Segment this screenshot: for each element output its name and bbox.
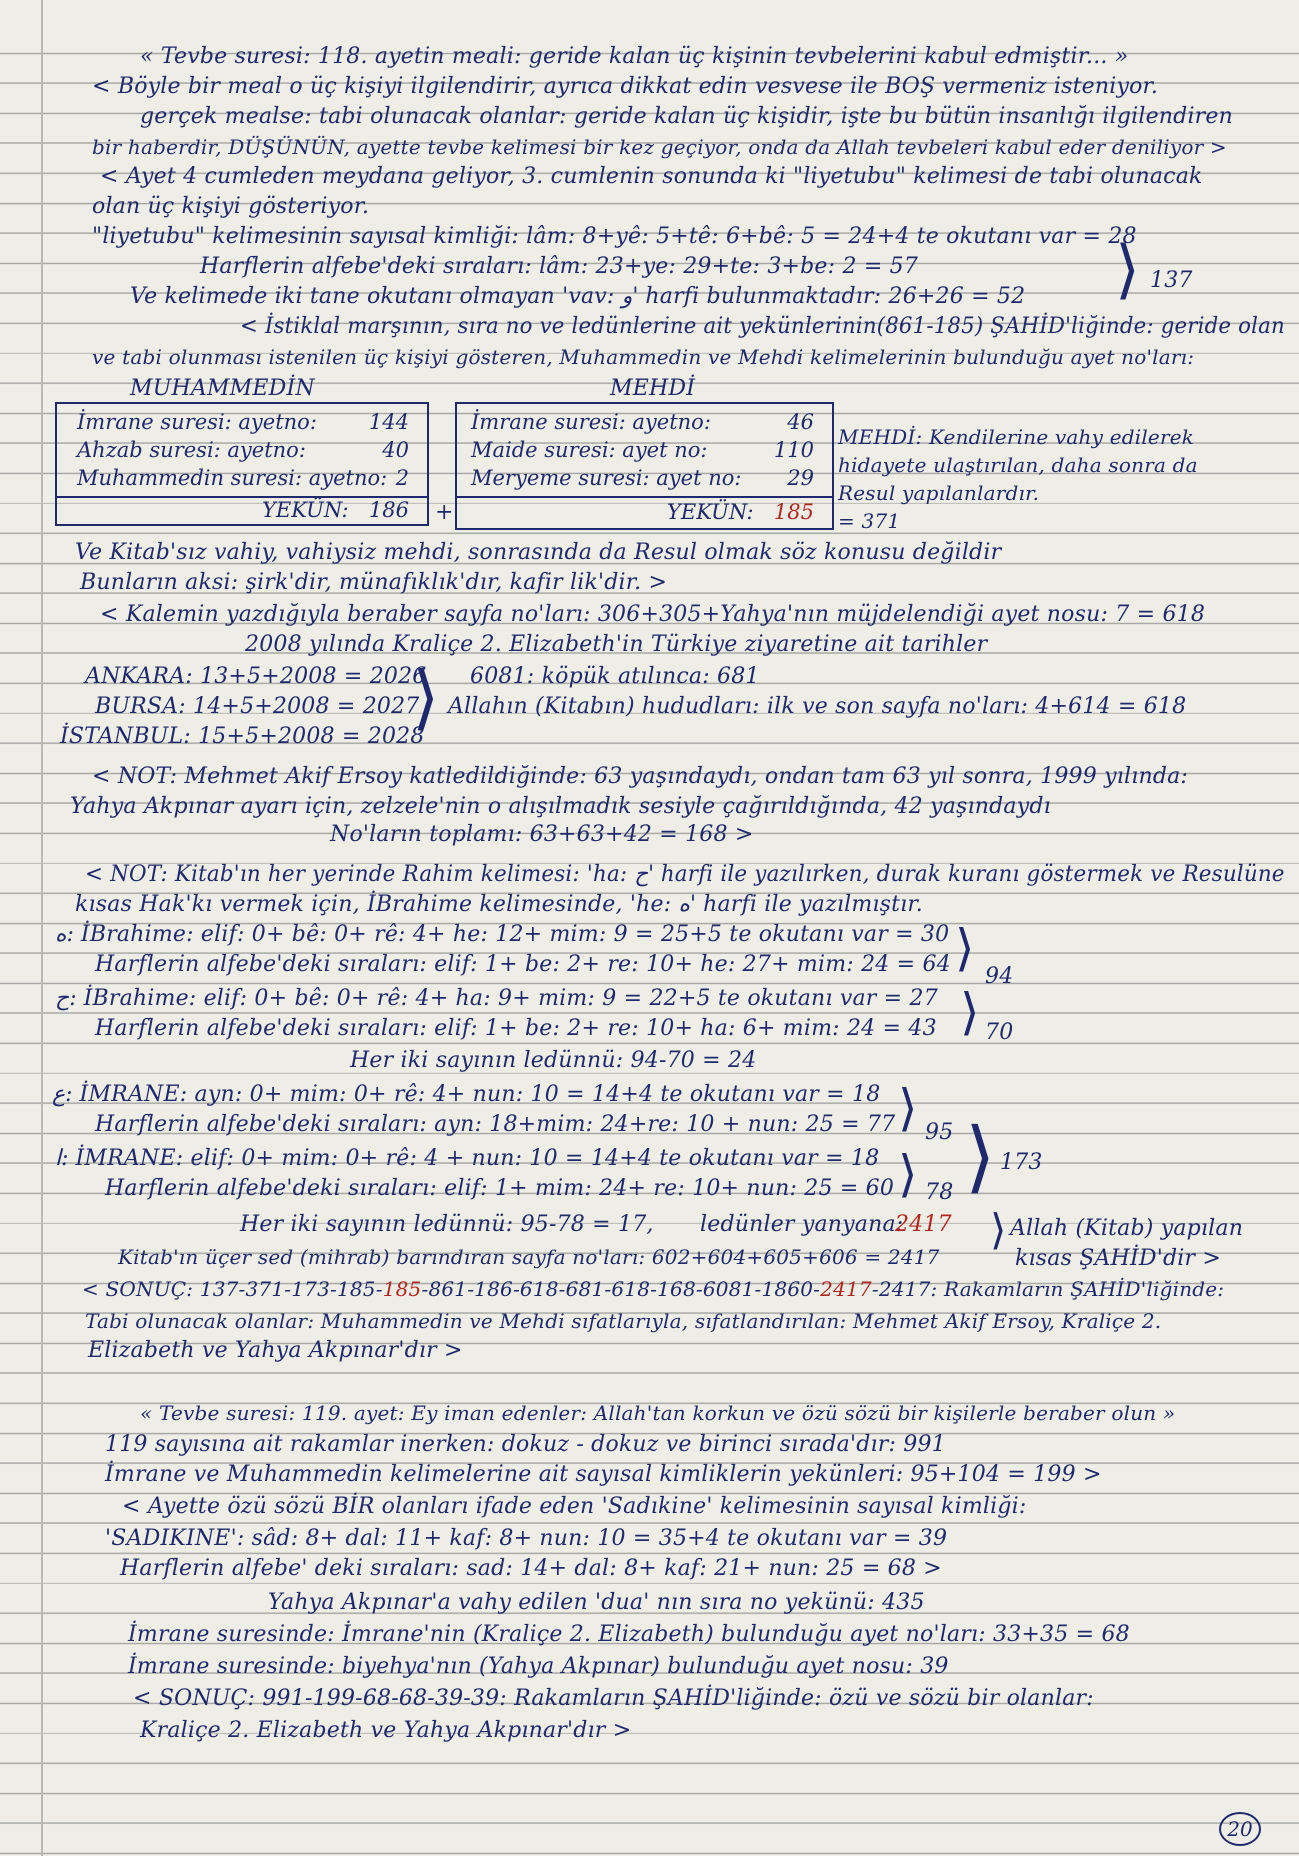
red-number: 2417 (895, 1212, 952, 1237)
brace-total: 137 (1150, 268, 1193, 293)
text-line: Yahya Akpınar'a vahy edilen 'dua' nın sıra no yekünü: 435 (268, 1590, 925, 1615)
brace-total: 78 (925, 1180, 954, 1205)
text-line: 6081: köpük atılınca: 681 (470, 664, 760, 689)
table-cell-label: Ahzab suresi: ayetno: (77, 438, 306, 462)
mehdi-note: = 371 (838, 509, 901, 533)
text-line: İSTANBUL: 15+5+2008 = 2028 (60, 724, 425, 749)
text-segment: -2417: Rakamların ŞAHİD'liğinde: (871, 1277, 1225, 1301)
text-line: Bunların aksi: şirk'dir, münafıklık'dır, kafir lik'dir. > (80, 570, 668, 595)
text-line: < İstiklal marşının, sıra no ve ledünlerine ait yekünlerinin(861-185) ŞAHİD'liğinde: geride olan (240, 314, 1285, 339)
text-line: < NOT: Mehmet Akif Ersoy katledildiğinde: 63 yaşındaydı, ondan tam 63 yıl sonra, 1999 yılında: (92, 764, 1189, 789)
table-cell-value: 2 (395, 466, 409, 490)
mehdi-table (455, 402, 834, 530)
right-brace: ⟩ (965, 1112, 996, 1202)
brace-total: 95 (925, 1120, 954, 1145)
red-number: 185 (382, 1277, 422, 1301)
right-brace: ⟩ (1115, 233, 1140, 307)
table-cell-label: İmrane suresi: ayetno: (77, 410, 317, 434)
text-line: BURSA: 14+5+2008 = 2027 (95, 694, 420, 719)
table-cell-value: 29 (787, 466, 814, 490)
right-brace: ⟩ (898, 1145, 918, 1203)
text-line: < Kalemin yazdığıyla beraber sayfa no'ları: 306+305+Yahya'nın müjdelendiği ayet nosu: 7 = 618 (100, 602, 1206, 627)
text-line: Kitab'ın üçer sed (mihrab) barındıran sayfa no'ları: 602+604+605+606 = 2417 (118, 1245, 940, 1269)
table-cell-label: İmrane suresi: ayetno: (471, 410, 711, 434)
text-line: ve tabi olunması istenilen üç kişiyi gösteren, Muhammedin ve Mehdi kelimelerinin bulunduğu ayet no'ları: (92, 345, 1195, 369)
text-line: Harflerin alfebe'deki sıraları: lâm: 23+ye: 29+te: 3+be: 2 = 57 (200, 254, 919, 279)
right-brace: ⟩ (898, 1079, 918, 1137)
red-number: 2417 (820, 1277, 872, 1301)
brace-total: 173 (1000, 1150, 1043, 1175)
text-line: ا: İMRANE: elif: 0+ mim: 0+ rê: 4 + nun: 10 = 14+4 te okutanı var = 18 (55, 1146, 880, 1171)
table-header-muhammedin: MUHAMMEDİN (130, 376, 315, 401)
right-brace: ⟩ (955, 919, 975, 977)
mehdi-note: Resul yapılanlardır. (838, 481, 1040, 505)
text-line: Her iki sayının ledünnü: 94-70 = 24 (350, 1048, 757, 1073)
text-line: Harflerin alfebe'deki sıraları: elif: 1+ be: 2+ re: 10+ ha: 6+ mim: 24 = 43 (95, 1016, 937, 1041)
text-line: Ve Kitab'sız vahiy, vahiysiz mehdi, sonrasında da Resul olmak söz konusu değildir (75, 540, 1002, 565)
table-cell-label: Maide suresi: ayet no: (471, 438, 708, 462)
text-line: Allahın (Kitabın) hududları: ilk ve son sayfa no'ları: 4+614 = 618 (448, 694, 1187, 719)
text-line: Harflerin alfebe'deki sıraları: elif: 1+ be: 2+ re: 10+ he: 27+ mim: 24 = 64 (95, 952, 951, 977)
text-line: kısas ŞAHİD'dir > (1015, 1246, 1222, 1271)
text-line: < SONUÇ: 991-199-68-68-39-39: Rakamların ŞAHİD'liğinde: özü ve sözü bir olanlar: (133, 1686, 1094, 1711)
mehdi-note: MEHDİ: Kendilerine vahy edilerek (838, 425, 1195, 449)
margin-line (41, 0, 43, 1856)
text-line: İmrane suresinde: İmrane'nin (Kraliçe 2. Elizabeth) bulunduğu ayet no'ları: 33+35 = 68 (128, 1622, 1130, 1647)
text-line: Harflerin alfebe'deki sıraları: ayn: 18+mim: 24+re: 10 + nun: 25 = 77 (95, 1112, 896, 1137)
table-cell-label: Muhammedin suresi: ayetno: (77, 466, 388, 490)
text-line: 119 sayısına ait rakamlar inerken: dokuz - dokuz ve birinci sırada'dır: 991 (105, 1432, 946, 1457)
text-line: < NOT: Kitab'ın her yerinde Rahim kelimesi: 'ha: ح' harfi ile yazılırken, durak kuranı göstermek ve Resulüne (85, 862, 1285, 887)
text-line: "liyetubu" kelimesinin sayısal kimliği: lâm: 8+yê: 5+tê: 6+bê: 5 = 24+4 te okutanı var = 28 (92, 224, 1137, 249)
text-segment: < SONUÇ: 137-371-173-185- (82, 1277, 383, 1301)
table-total-label: YEKÜN: (667, 500, 754, 524)
text-line: gerçek mealse: tabi olunacak olanlar: geride kalan üç kişidir, işte bu bütün insanlığı ilgilendiren (140, 104, 1233, 129)
text-line: Harflerin alfebe'deki sıraları: elif: 1+ mim: 24+ re: 10+ nun: 25 = 60 (105, 1176, 895, 1201)
text-line: ح: İBrahime: elif: 0+ bê: 0+ rê: 4+ ha: 9+ mim: 9 = 22+5 te okutanı var = 27 (55, 986, 938, 1011)
text-line: ledünler yanyana: (700, 1212, 904, 1237)
text-line: < Ayette özü sözü BİR olanları ifade eden 'Sadıkine' kelimesinin sayısal kimliği: (122, 1494, 1027, 1519)
text-line: ANKARA: 13+5+2008 = 2026 (85, 664, 427, 689)
brace-total: 94 (985, 964, 1014, 989)
page-number: 20 (1219, 1812, 1261, 1846)
table-cell-value: 40 (382, 438, 409, 462)
text-line: Tabi olunacak olanlar: Muhammedin ve Mehdi sıfatlarıyla, sıfatlandırılan: Mehmet Akif Ersoy, Kraliçe 2. (85, 1309, 1162, 1333)
table-header-mehdi: MEHDİ (610, 376, 696, 401)
text-line: Ve kelimede iki tane okutanı olmayan 'vav: و' harfi bulunmaktadır: 26+26 = 52 (130, 284, 1026, 309)
text-line: Kraliçe 2. Elizabeth ve Yahya Akpınar'dır > (140, 1718, 632, 1743)
sonuc-line (82, 1276, 1224, 1302)
text-line: kısas Hak'kı vermek için, İBrahime kelimesinde, 'he: ه' harfi ile yazılmıştır. (75, 892, 923, 917)
text-line: Her iki sayının ledünnü: 95-78 = 17, (240, 1212, 654, 1237)
table-divider (457, 496, 832, 498)
table-cell-label: Meryeme suresi: ayet no: (471, 466, 742, 490)
text-line: No'ların toplamı: 63+63+42 = 168 > (330, 822, 754, 847)
text-line: ه: İBrahime: elif: 0+ bê: 0+ rê: 4+ he: 12+ mim: 9 = 25+5 te okutanı var = 30 (55, 922, 950, 947)
text-line: İmrane ve Muhammedin kelimelerine ait sayısal kimliklerin yekünleri: 95+104 = 199 > (105, 1462, 1102, 1487)
text-line: bir haberdir, DÜŞÜNÜN, ayette tevbe kelimesi bir kez geçiyor, onda da Allah tevbeleri kabul eder deniliyor > (92, 135, 1227, 159)
text-line: ع: İMRANE: ayn: 0+ mim: 0+ rê: 4+ nun: 10 = 14+4 te okutanı var = 18 (52, 1082, 881, 1107)
right-brace: ⟩ (990, 1205, 1007, 1254)
table-cell-value: 144 (368, 410, 409, 434)
table-cell-value: 46 (787, 410, 814, 434)
table-total-value: 186 (368, 498, 409, 522)
text-line: Elizabeth ve Yahya Akpınar'dır > (88, 1338, 463, 1363)
mehdi-note: hidayete ulaştırılan, daha sonra da (838, 453, 1198, 477)
right-brace: ⟩ (960, 983, 980, 1041)
table-cell-value: 110 (773, 438, 814, 462)
text-line: Allah (Kitab) yapılan (1010, 1216, 1244, 1241)
muhammedin-table (55, 402, 429, 526)
text-line: 2008 yılında Kraliçe 2. Elizabeth'in Türkiye ziyaretine ait tarihler (245, 632, 988, 657)
text-line: olan üç kişiyi gösteriyor. (92, 194, 370, 219)
table-total-label: YEKÜN: (262, 498, 349, 522)
text-line: Yahya Akpınar ayarı için, zelzele'nin o alışılmadık sesiyle çağırıldığında, 42 yaşındaydı (70, 794, 1051, 819)
right-brace: ⟩ (412, 656, 440, 738)
text-line: « Tevbe suresi: 118. ayetin meali: geride kalan üç kişinin tevbelerini kabul edmiştir... » (140, 44, 1129, 69)
text-line: < Ayet 4 cumleden meydana geliyor, 3. cumlenin sonunda ki "liyetubu" kelimesi de tabi olunacak (100, 164, 1203, 189)
text-line: İmrane suresinde: biyehya'nın (Yahya Akpınar) bulunduğu ayet nosu: 39 (128, 1654, 949, 1679)
plus-sign: + (435, 500, 454, 525)
text-segment: -861-186-618-681-618-168-6081-1860- (421, 1277, 821, 1301)
brace-total: 70 (985, 1020, 1014, 1045)
table-total-value: 185 (773, 500, 814, 524)
text-line: Harflerin alfebe' deki sıraları: sad: 14+ dal: 8+ kaf: 21+ nun: 25 = 68 > (120, 1556, 942, 1581)
text-line: < Böyle bir meal o üç kişiyi ilgilendirir, ayrıca dikkat edin vesvese ile BOŞ vermeniz isteniyor. (92, 74, 1159, 99)
text-line: « Tevbe suresi: 119. ayet: Ey iman edenler: Allah'tan korkun ve özü sözü bir kişilerle beraber olun » (140, 1401, 1176, 1425)
text-line: 'SADIKINE': sâd: 8+ dal: 11+ kaf: 8+ nun: 10 = 35+4 te okutanı var = 39 (105, 1526, 948, 1551)
